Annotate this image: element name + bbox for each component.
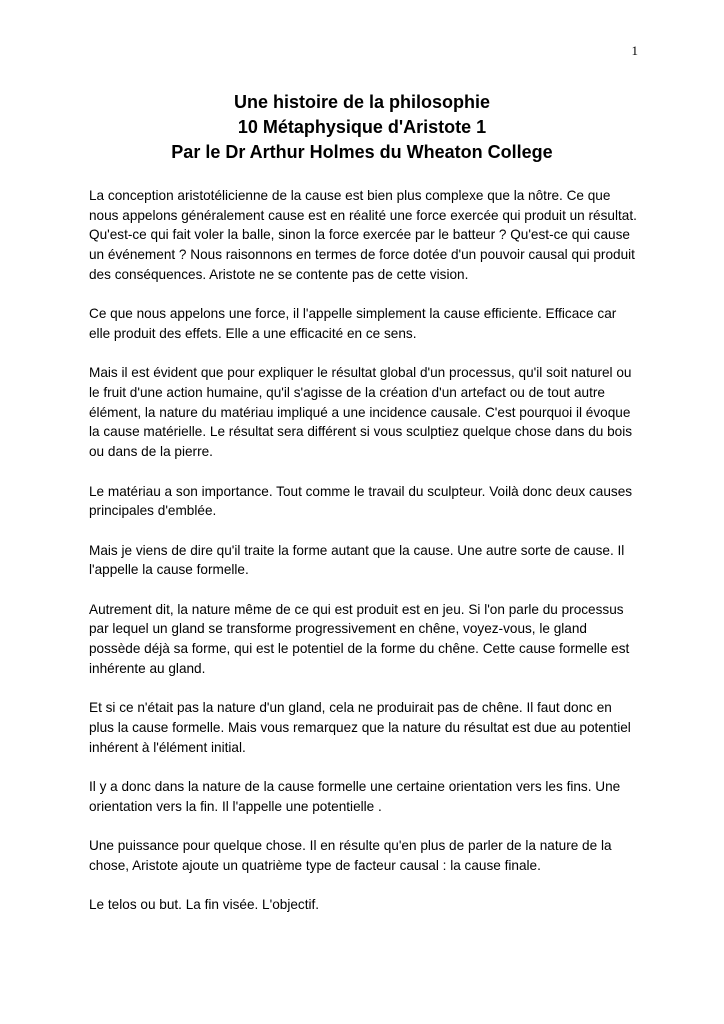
page-number: 1 <box>631 43 638 58</box>
paragraph: Une puissance pour quelque chose. Il en résulte qu'en plus de parler de la nature de la chose, Aristote ajoute un quatrième type de facteur causal : la cause finale. <box>89 838 612 873</box>
paragraph: Il y a donc dans la nature de la cause formelle une certaine orientation vers les fins. Une orientation vers la fin. Il l'appelle une potentielle . <box>89 778 621 814</box>
paragraph: Mais je viens de dire qu'il traite la forme autant que la cause. Une autre sorte de cause. Il l'appelle la cause formelle. <box>89 542 625 578</box>
paragraph: Le matériau a son importance. Tout comme le travail du sculpteur. Voilà donc deux causes principales d'emblée. <box>89 483 633 519</box>
paragraph: Mais il est évident que pour expliquer le résultat global d'un processus, qu'il soit naturel ou le fruit d'une action humaine, qu'il s'agisse de la création d'un artefact ou de tout autre élément, la nature du matériau impliqué a une incidence causale. C'est pourquoi il évoque la cause matérielle. Le résultat sera différent si vous sculptiez quelque chose dans du bois ou dans de la pierre. <box>89 365 633 460</box>
paragraph: La conception aristotélicienne de la cause est bien plus complexe que la nôtre. Ce que nous appelons généralement cause est en réalité une force exercée qui produit un résultat. Qu'est-ce qui fait voler la balle, sinon la force exercée par le batteur ? Qu'est-ce qui cause un événement ? Nous raisonnons en termes de force dotée d'un pouvoir causal qui produit des conséquences. Aristote ne se contente pas de cette vision. <box>89 188 637 282</box>
document-title <box>0 90 724 165</box>
document-body <box>89 186 637 935</box>
title-line-series: Une histoire de la philosophie <box>233 92 491 112</box>
title-line-author: Par le Dr Arthur Holmes du Wheaton College <box>171 142 553 162</box>
title-line-lecture: 10 Métaphysique d'Aristote 1 <box>237 117 487 137</box>
paragraph: Et si ce n'était pas la nature d'un gland, cela ne produirait pas de chêne. Il faut donc en plus la cause formelle. Mais vous remarquez que la nature du résultat est due au potentiel inhérent à l'élément initial. <box>89 700 631 755</box>
paragraph: Autrement dit, la nature même de ce qui est produit est en jeu. Si l'on parle du processus par lequel un gland se transforme progressivement en chêne, voyez-vous, le gland possède déjà sa forme, qui est le potentiel de la forme du chêne. Cette cause formelle est inhérente au gland. <box>89 601 630 676</box>
paragraph: Ce que nous appelons une force, il l'appelle simplement la cause efficiente. Efficace car elle produit des effets. Elle a une efficacité en ce sens. <box>89 306 617 341</box>
paragraph: Le telos ou but. La fin visée. L'objectif. <box>89 897 320 913</box>
